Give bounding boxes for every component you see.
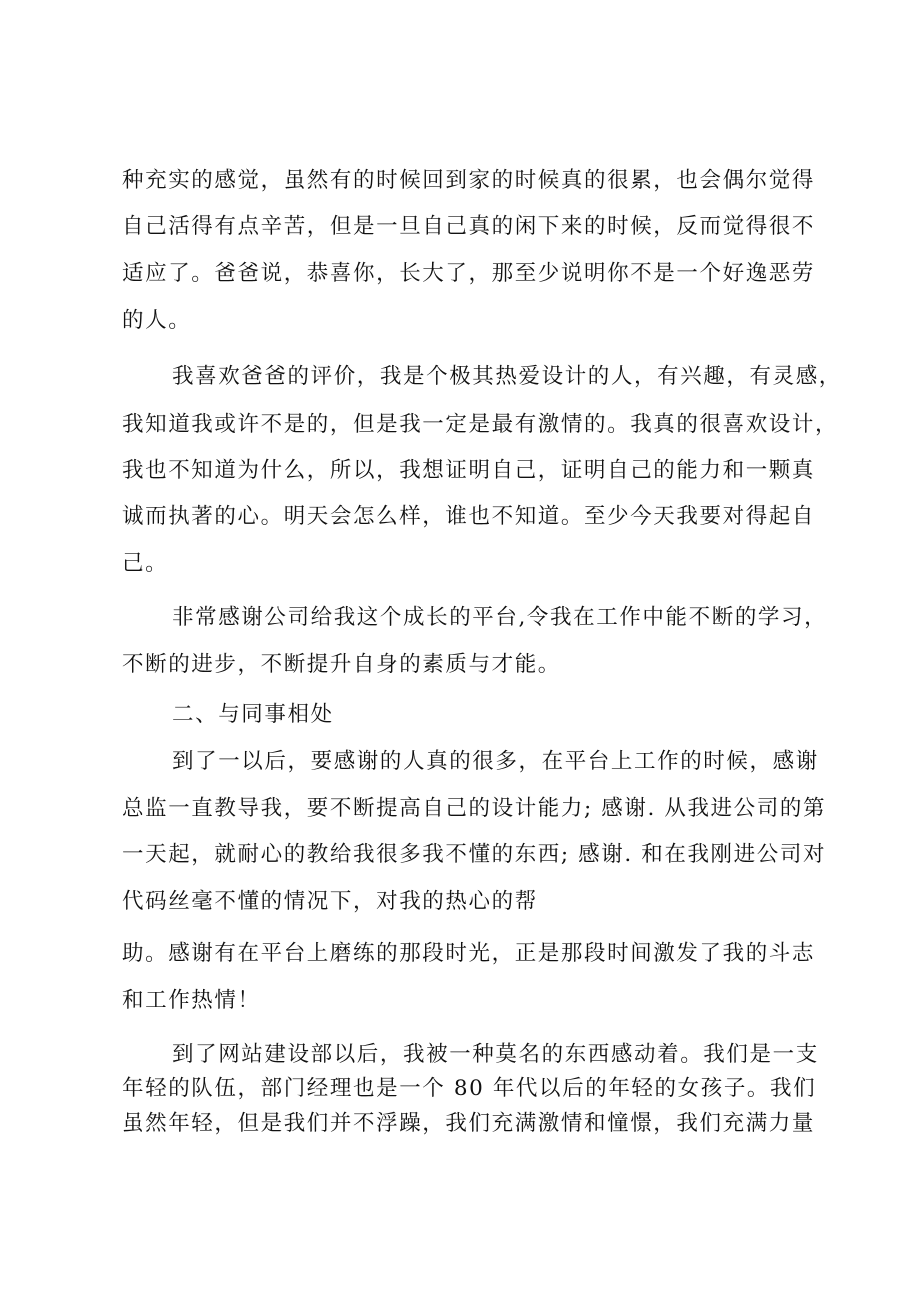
text-line: 不断的进步，不断提升自身的素质与才能。 <box>122 652 561 677</box>
text-line: 我也不知道为什么，所以，我想证明自己，证明自己的能力和一颗真 <box>122 458 816 483</box>
text-line: 二、与同事相处 <box>172 702 334 727</box>
text-line: 的人。 <box>122 308 192 333</box>
text-line: 代码丝毫不懂的情况下，对我的热心的帮 <box>122 889 538 914</box>
text-line: 种充实的感觉，虽然有的时候回到家的时候真的很累，也会偶尔觉得 <box>122 168 816 193</box>
text-line: 自己活得有点辛苦，但是一旦自己真的闲下来的时候，反而觉得很不 <box>122 214 816 239</box>
text-line: 我知道我或许不是的，但是我一定是最有激情的。我真的很喜欢设计， <box>122 412 839 437</box>
text-line: 总监一直教导我，要不断提高自己的设计能力; 感谢. 从我进公司的第 <box>122 796 827 821</box>
text-line: 我喜欢爸爸的评价，我是个极其热爱设计的人，有兴趣，有灵感， <box>172 364 842 389</box>
text-line: 一天起，就耐心的教给我很多我不懂的东西; 感谢. 和在我刚进公司对 <box>122 842 827 867</box>
text-line: 虽然年轻，但是我们并不浮躁，我们充满激情和憧憬，我们充满力量 <box>122 1111 816 1136</box>
text-line: 到了网站建设部以后，我被一种莫名的东西感动着。我们是一支 <box>172 1042 819 1067</box>
text-line: 到了一以后，要感谢的人真的很多，在平台上工作的时候，感谢 <box>172 749 819 774</box>
text-line: 年轻的队伍，部门经理也是一个 80 年代以后的年轻的女孩子。我们 <box>122 1076 817 1101</box>
text-line: 非常感谢公司给我这个成长的平台,令我在工作中能不断的学习， <box>172 605 828 630</box>
text-line: 诚而执著的心。明天会怎么样，谁也不知道。至少今天我要对得起自 <box>122 504 816 529</box>
text-line: 己。 <box>122 551 169 576</box>
text-line: 适应了。爸爸说，恭喜你，长大了，那至少说明你不是一个好逸恶劳 <box>122 261 816 286</box>
text-line: 和工作热情！ <box>122 988 261 1013</box>
text-line: 助。感谢有在平台上磨练的那段时光，正是那段时间激发了我的斗志 <box>122 941 816 966</box>
